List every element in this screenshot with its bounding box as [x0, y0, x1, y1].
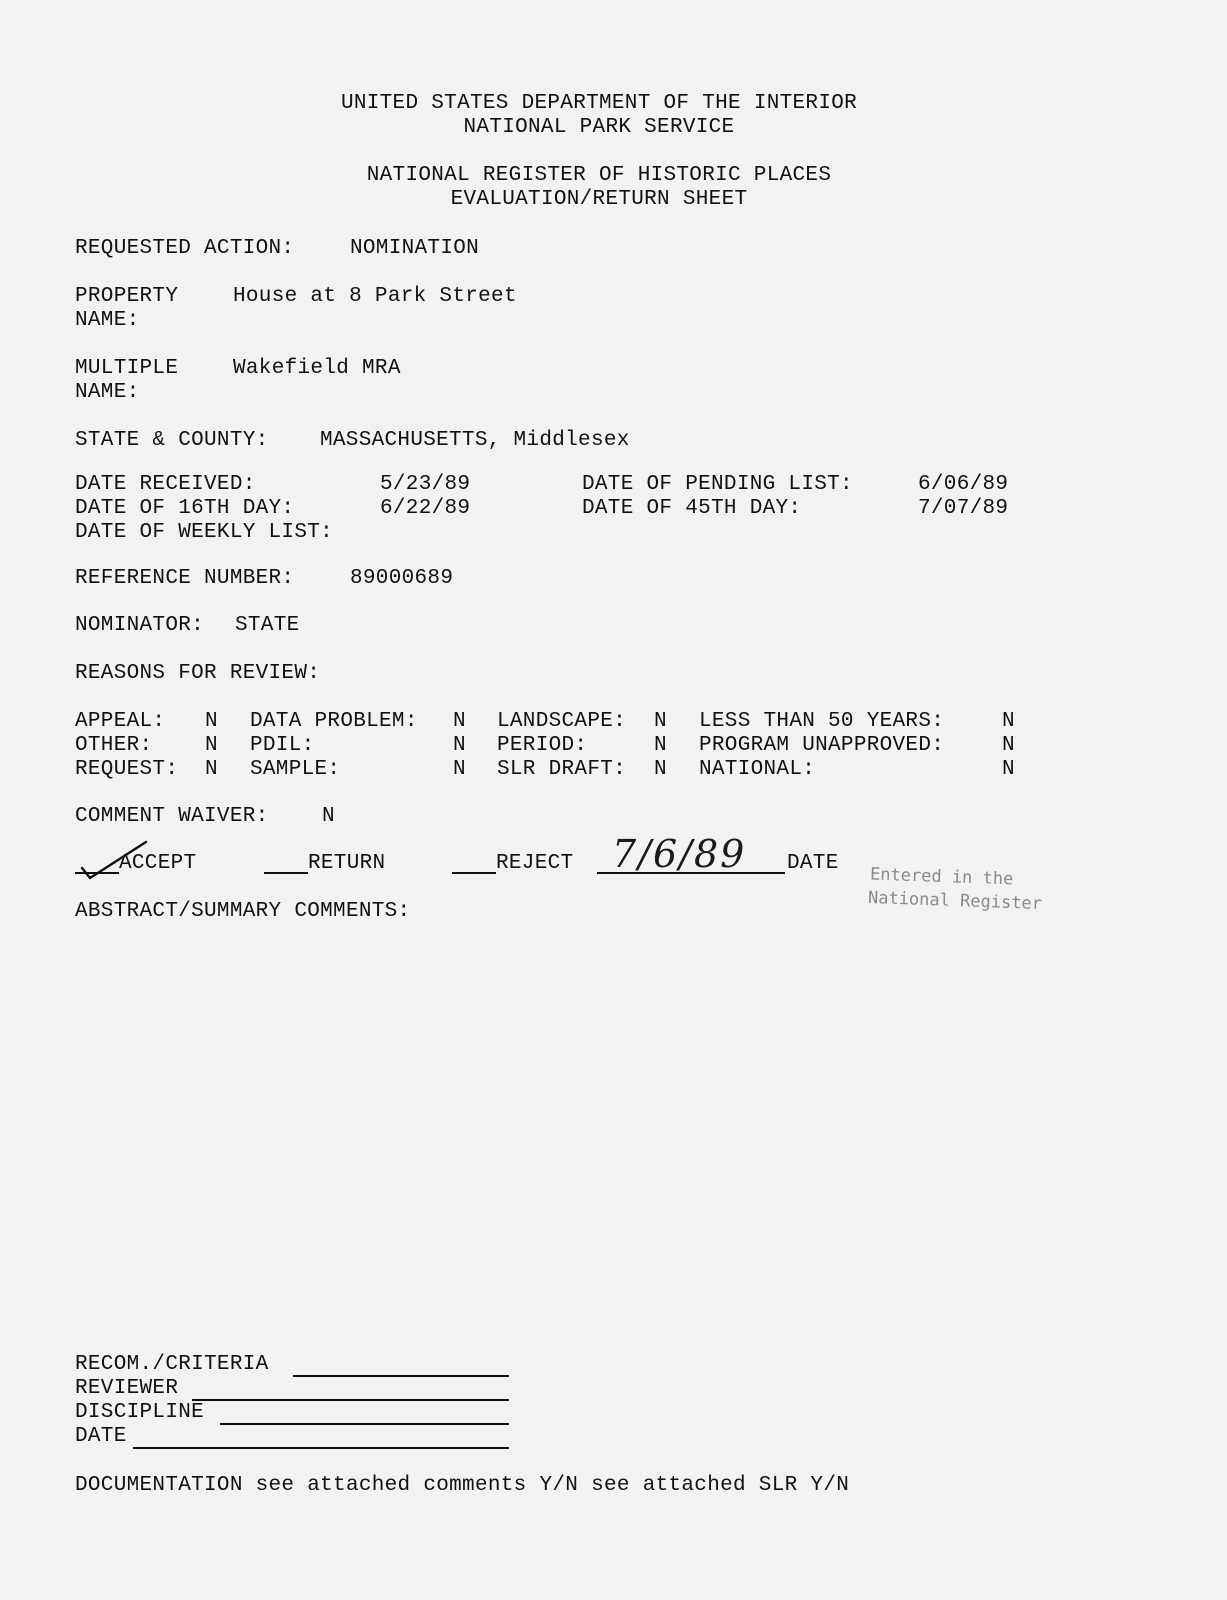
reason-label: PERIOD: [497, 734, 588, 757]
state-county-label: STATE & COUNTY: [75, 429, 269, 452]
header-register: NATIONAL REGISTER OF HISTORIC PLACES [366, 164, 832, 187]
reason-label: APPEAL: [75, 710, 166, 733]
multiple-label-1: MULTIPLE [75, 357, 179, 380]
reason-label: SAMPLE: [250, 758, 341, 781]
reason-label: LESS THAN 50 YEARS: [699, 710, 945, 733]
discipline-label: DISCIPLINE [75, 1401, 205, 1424]
abstract-label: ABSTRACT/SUMMARY COMMENTS: [75, 900, 411, 923]
property-label-2: NAME: [75, 309, 140, 332]
accept-label: ACCEPT [119, 852, 197, 875]
requested-action-label: REQUESTED ACTION: [75, 237, 295, 260]
reason-value: N [1002, 734, 1015, 757]
property-name-value: House at 8 Park Street [233, 285, 517, 308]
header-sheet-title: EVALUATION/RETURN SHEET [450, 188, 748, 211]
reason-label: PROGRAM UNAPPROVED: [699, 734, 945, 757]
date-45th-label: DATE OF 45TH DAY: [582, 497, 802, 520]
comment-waiver-value: N [322, 805, 335, 828]
reason-value: N [205, 710, 218, 733]
state-county-value: MASSACHUSETTS, Middlesex [320, 429, 630, 452]
date-pending-label: DATE OF PENDING LIST: [582, 473, 853, 496]
date-45th-value: 7/07/89 [918, 497, 1009, 520]
reason-value: N [453, 734, 466, 757]
register-stamp-line-2: National Register [867, 887, 1043, 915]
date-16th-label: DATE OF 16TH DAY: [75, 497, 295, 520]
reason-label: LANDSCAPE: [497, 710, 627, 733]
multiple-label-2: NAME: [75, 381, 140, 404]
date-weekly-label: DATE OF WEEKLY LIST: [75, 521, 334, 544]
header-department: UNITED STATES DEPARTMENT OF THE INTERIOR [340, 92, 858, 115]
date-received-label: DATE RECEIVED: [75, 473, 256, 496]
comment-waiver-label: COMMENT WAIVER: [75, 805, 269, 828]
recom-criteria-field[interactable] [293, 1353, 509, 1377]
reason-value: N [205, 734, 218, 757]
handwritten-date: 7/6/89 [612, 832, 747, 876]
reason-value: N [654, 710, 667, 733]
reason-value: N [453, 758, 466, 781]
reason-label: SLR DRAFT: [497, 758, 627, 781]
reasons-label: REASONS FOR REVIEW: [75, 662, 321, 685]
reviewer-label: REVIEWER [75, 1377, 179, 1400]
documentation-line: DOCUMENTATION see attached comments Y/N see attached SLR Y/N [75, 1474, 850, 1497]
reviewer-field[interactable] [192, 1377, 509, 1401]
register-stamp-line-1: Entered in the [869, 864, 1014, 890]
nominator-label: NOMINATOR: [75, 614, 205, 637]
return-blank[interactable] [264, 872, 308, 874]
decision-date-label: DATE [787, 852, 839, 875]
discipline-field[interactable] [220, 1401, 509, 1425]
recom-criteria-label: RECOM./CRITERIA [75, 1353, 269, 1376]
signoff-date-field[interactable] [133, 1425, 509, 1449]
reject-label: REJECT [496, 852, 574, 875]
reason-label: PDIL: [250, 734, 315, 757]
reason-value: N [654, 734, 667, 757]
date-pending-value: 6/06/89 [918, 473, 1009, 496]
header-agency: NATIONAL PARK SERVICE [463, 116, 735, 139]
reason-value: N [654, 758, 667, 781]
reason-value: N [453, 710, 466, 733]
reference-number-value: 89000689 [350, 567, 454, 590]
reject-blank[interactable] [452, 872, 496, 874]
nominator-value: STATE [235, 614, 300, 637]
reason-value: N [1002, 758, 1015, 781]
property-label-1: PROPERTY [75, 285, 179, 308]
date-received-value: 5/23/89 [380, 473, 471, 496]
return-label: RETURN [308, 852, 386, 875]
signoff-date-label: DATE [75, 1425, 127, 1448]
reference-number-label: REFERENCE NUMBER: [75, 567, 295, 590]
multiple-name-value: Wakefield MRA [233, 357, 401, 380]
requested-action-value: NOMINATION [350, 237, 480, 260]
date-16th-value: 6/22/89 [380, 497, 471, 520]
reason-label: DATA PROBLEM: [250, 710, 418, 733]
reason-label: OTHER: [75, 734, 153, 757]
reason-label: NATIONAL: [699, 758, 816, 781]
reason-value: N [1002, 710, 1015, 733]
reason-label: REQUEST: [75, 758, 179, 781]
reason-value: N [205, 758, 218, 781]
